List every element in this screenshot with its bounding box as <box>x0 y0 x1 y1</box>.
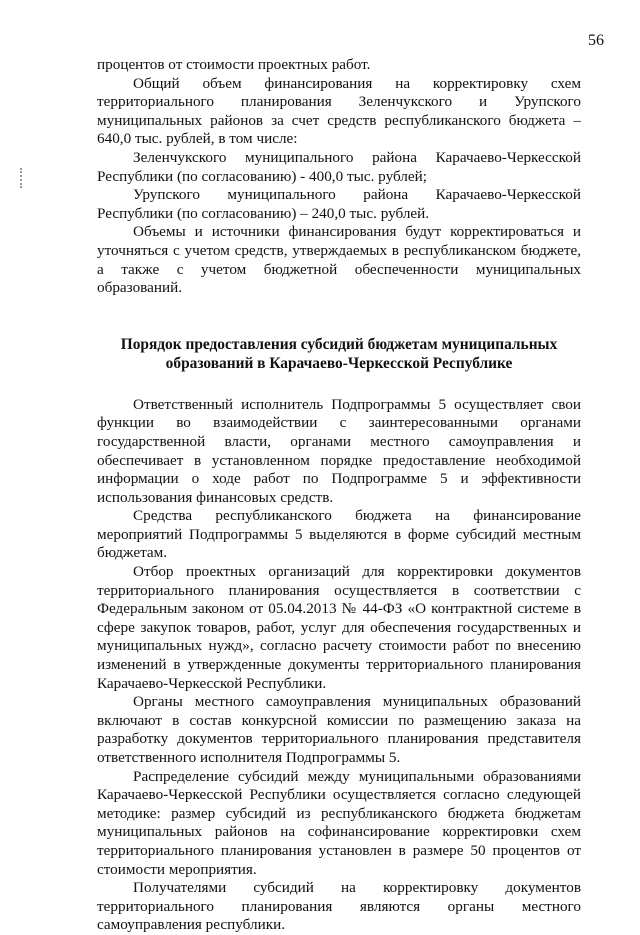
paragraph: Распределение субсидий между муниципальными образованиями Карачаево-Черкесской Республики осуществляется согласно следующей методике: размер субсидий из республиканского бюджета бюджетам муниципальных районов на софинансирование корректировки схем территориального планирования установлен в размере 50 процентов от стоимости мероприятия. <box>97 767 581 878</box>
paragraph: Урупского муниципального района Карачаево-Черкесской Республики (по согласованию) – 240,0 тыс. рублей. <box>97 186 581 222</box>
document-body <box>97 56 581 935</box>
paragraph: Получателями субсидий на корректировку документов территориального планирования являются органы местного самоуправления республики. <box>97 879 581 934</box>
section-heading-line: Порядок предоставления субсидий бюджетам муниципальных <box>120 335 558 353</box>
scan-margin-mark <box>20 168 24 188</box>
section-heading <box>97 335 581 373</box>
paragraph: процентов от стоимости проектных работ. <box>97 56 371 73</box>
section-heading-line: образований в Карачаево-Черкесской Республике <box>165 354 513 372</box>
paragraph: Ответственный исполнитель Подпрограммы 5 осуществляет свои функции во взаимодействии с заинтересованными органами государственной власти, органами местного самоуправления и обеспечивает в установленном порядке предоставление необходимой информации о ходе работ по Подпрограмме 5 и эффективности использования финансовых средств. <box>97 395 581 506</box>
paragraph: Объемы и источники финансирования будут корректироваться и уточняться с учетом средств, утверждаемых в республиканском бюджете, а также с учетом бюджетной обеспеченности муниципальных образований. <box>97 223 581 297</box>
paragraph: Органы местного самоуправления муниципальных образований включают в состав конкурсной комиссии по размещению заказа на разработку документов территориального планирования представителя ответственного исполнителя Подпрограммы 5. <box>97 693 581 766</box>
paragraph: Общий объем финансирования на корректировку схем территориального планирования Зеленчукского и Урупского муниципальных районов за счет средств республиканского бюджета – 640,0 тыс. рублей, в том числе: <box>97 74 581 148</box>
paragraph: Зеленчукского муниципального района Карачаево-Черкесской Республики (по согласованию) - 400,0 тыс. рублей; <box>97 148 581 185</box>
page-number: 56 <box>588 32 604 49</box>
paragraph: Отбор проектных организаций для корректировки документов территориального планирования осуществляется в соответствии с Федеральным законом от 05.04.2013 № 44-ФЗ «О контрактной системе в сфере закупок товаров, работ, услуг для обеспечения государственных и муниципальных нужд», согласно расчету стоимости работ по внесению изменений в утвержденные документы территориального планирования Карачаево-Черкесской Республики. <box>97 563 581 692</box>
paragraph: Средства республиканского бюджета на финансирование мероприятий Подпрограммы 5 выделяются в форме субсидий местным бюджетам. <box>97 507 581 562</box>
